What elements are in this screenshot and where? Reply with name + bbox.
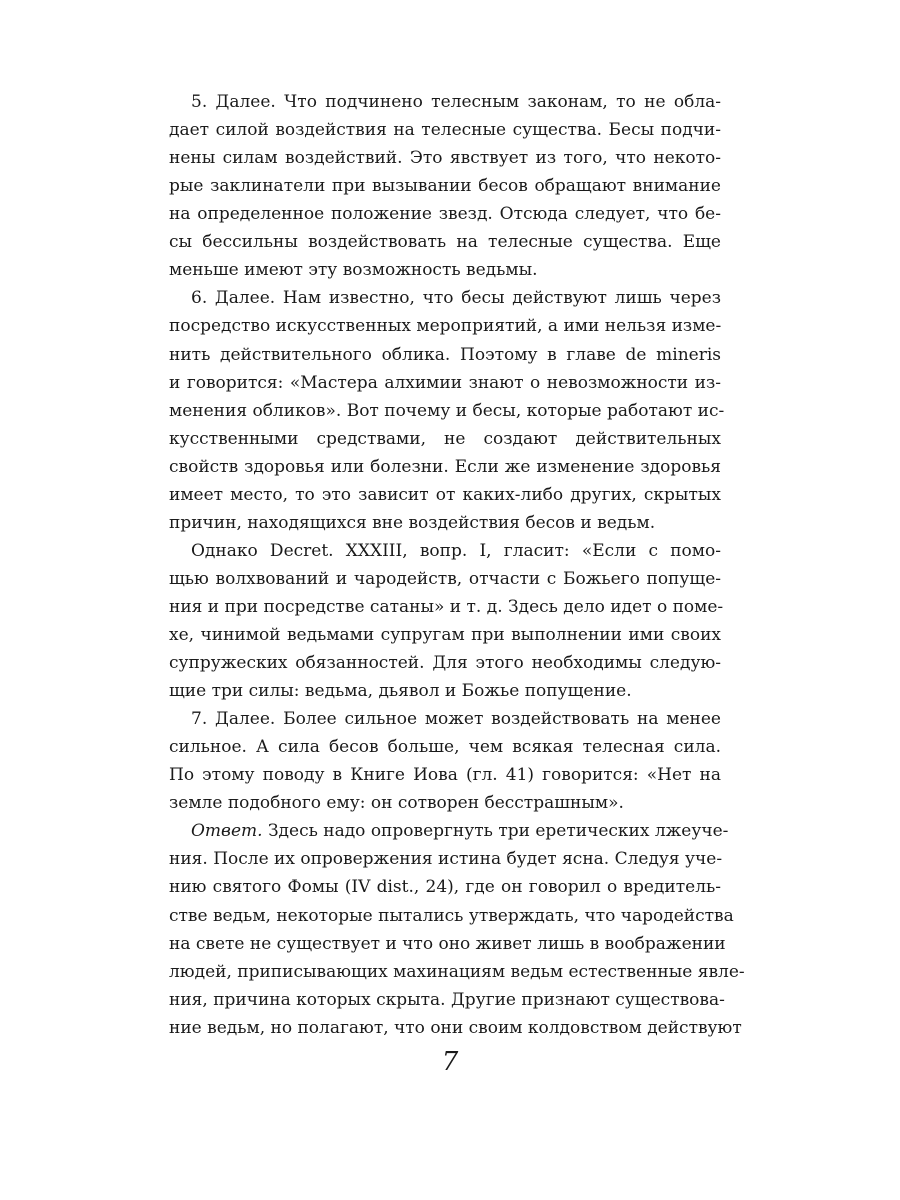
text-line: 6. Далее. Нам известно, что бесы действуют лишь через — [191, 288, 721, 309]
text-line: посредство искусственных мероприятий, а ими нельзя изме- — [169, 316, 722, 337]
text-line-answer — [191, 818, 729, 844]
text-line: нию святого Фомы (IV dist., 24), где он говорил о вредитель- — [169, 877, 721, 898]
text-line: имеет место, то это зависит от каких-либо других, скрытых — [169, 484, 721, 505]
text-line: свойств здоровья или болезни. Если же изменение здоровья — [169, 456, 721, 477]
text-line: и говорится: «Мастера алхимии знают о невозможности из- — [169, 372, 721, 393]
text-line: менения обликов». Вот почему и бесы, которые работают ис- — [169, 400, 725, 421]
text-line: По этому поводу в Книге Иова (гл. 41) говорится: «Нет на — [169, 765, 721, 786]
text-line: на определенное положение звезд. Отсюда следует, что бе- — [169, 204, 721, 225]
text-line: ния, причина которых скрыта. Другие признают существова- — [169, 989, 725, 1010]
text-line: щие три силы: ведьма, дьявол и Божье попущение. — [169, 681, 632, 702]
text-line: хе, чинимой ведьмами супругам при выполнении ими своих — [169, 625, 721, 645]
page-number: 7 — [441, 1047, 459, 1077]
text-line: 5. Далее. Что подчинено телесным законам, то не обла- — [191, 92, 721, 112]
text-line: ния. После их опровержения истина будет ясна. Следуя уче- — [169, 849, 723, 870]
text-line: на свете не существует и что оно живет лишь в воображении — [169, 933, 726, 954]
text-line: меньше имеют эту возможность ведьмы. — [169, 260, 538, 281]
text-line: ния и при посредстве сатаны» и т. д. Здесь дело идет о поме- — [169, 596, 724, 617]
text-line: щью волхвований и чародейств, отчасти с Божьего попуще- — [169, 568, 721, 589]
text-line: нить действительного облика. Поэтому в главе de mineris — [169, 344, 721, 365]
text-line: Однако Decret. XXXIII, вопр. I, гласит: «Если с помо- — [191, 540, 721, 561]
text-line: супружеских обязанностей. Для этого необходимы следую- — [169, 653, 721, 673]
answer-text: Здесь надо опровергнуть три еретических лжеуче- — [267, 821, 729, 842]
text-line: сильное. А сила бесов больше, чем всякая телесная сила. — [169, 737, 721, 758]
text-line: сы бессильны воздействовать на телесные существа. Еще — [169, 232, 721, 253]
text-line: рые заклинатели при вызывании бесов обращают внимание — [169, 176, 721, 197]
text-line: ние ведьм, но полагают, что они своим колдовством действуют — [169, 1017, 742, 1038]
answer-label: Ответ. — [191, 821, 263, 842]
text-line: дает силой воздействия на телесные существа. Бесы подчи- — [169, 120, 721, 140]
text-line: 7. Далее. Более сильное может воздействовать на менее — [191, 709, 721, 730]
text-line: нены силам воздействий. Это явствует из того, что некото- — [169, 148, 721, 169]
text-line: кусственными средствами, не создают действительных — [169, 428, 721, 449]
text-line: людей, приписывающих махинациям ведьм естественные явле- — [169, 961, 745, 982]
text-line: причин, находящихся вне воздействия бесов и ведьм. — [169, 512, 656, 533]
text-line: стве ведьм, некоторые пытались утверждать, что чародейства — [169, 905, 734, 926]
text-line: земле подобного ему: он сотворен бесстрашным». — [169, 793, 624, 814]
